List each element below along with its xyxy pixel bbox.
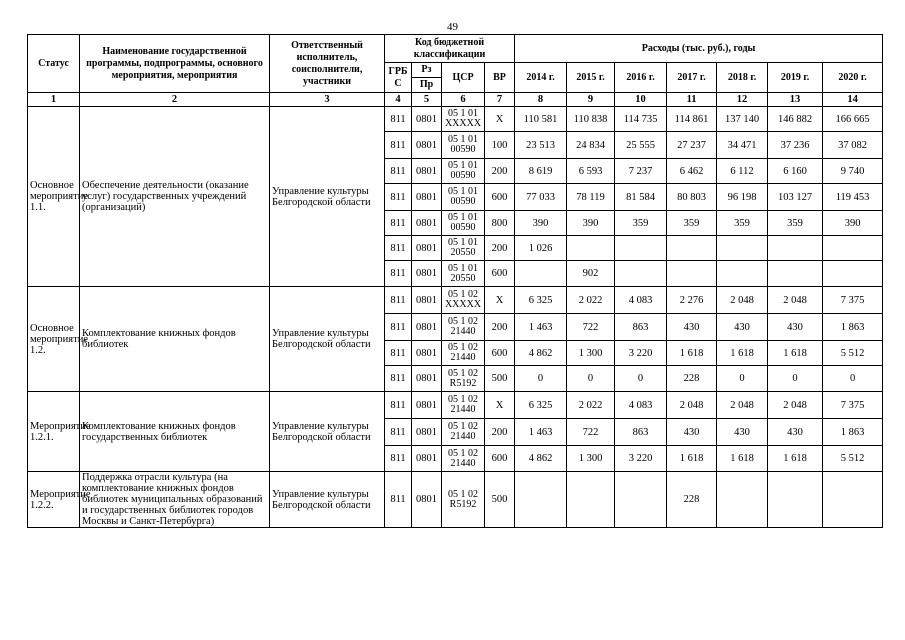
cell-value: 1 618 — [768, 341, 823, 366]
cell-value: 27 237 — [667, 132, 717, 159]
table-row — [28, 287, 883, 314]
cell-vr: 500 — [485, 472, 515, 528]
cell-value: 722 — [567, 314, 615, 341]
header-rz: Рз — [412, 63, 442, 78]
cell-csr — [442, 261, 485, 287]
cell-value — [768, 472, 823, 528]
table-body — [28, 107, 883, 528]
cell-value: 1 300 — [567, 341, 615, 366]
cell-value: 4 862 — [515, 446, 567, 472]
cell-value: 863 — [615, 314, 667, 341]
row-status: Мероприятие 1.2.1. — [28, 392, 80, 472]
cell-value: 863 — [615, 419, 667, 446]
cell-value: 430 — [768, 314, 823, 341]
cell-value: 34 471 — [717, 132, 768, 159]
cell-value: 110 838 — [567, 107, 615, 132]
cell-vr: 600 — [485, 446, 515, 472]
cell-vr: 200 — [485, 419, 515, 446]
cell-value: 119 453 — [823, 184, 883, 211]
cell-value: 430 — [768, 419, 823, 446]
cell-value — [717, 236, 768, 261]
cell-csr — [442, 132, 485, 159]
cell-rzpr: 0801 — [412, 261, 442, 287]
cell-value: 228 — [667, 366, 717, 392]
col-number: 2 — [80, 93, 270, 107]
cell-value: 359 — [717, 211, 768, 236]
row-executor: Управление культуры Белгородской области — [270, 392, 385, 472]
row-name: Комплектование книжных фондов библиотек — [80, 287, 270, 392]
cell-value: 0 — [717, 366, 768, 392]
cell-rzpr: 0801 — [412, 392, 442, 419]
cell-grbs: 811 — [385, 366, 412, 392]
col-number: 6 — [442, 93, 485, 107]
cell-csr-line1: 05 1 02 — [448, 488, 478, 500]
cell-value: 390 — [823, 211, 883, 236]
cell-value: 77 033 — [515, 184, 567, 211]
cell-value: 114 735 — [615, 107, 667, 132]
cell-value: 1 463 — [515, 314, 567, 341]
col-number: 1 — [28, 93, 80, 107]
cell-value: 2 276 — [667, 287, 717, 314]
cell-value — [823, 472, 883, 528]
cell-value: 5 512 — [823, 446, 883, 472]
cell-csr-line2: XXXXX — [444, 299, 482, 310]
header-status: Статус — [28, 35, 80, 93]
cell-rzpr: 0801 — [412, 419, 442, 446]
cell-value: 2 048 — [717, 392, 768, 419]
cell-value: 1 026 — [515, 236, 567, 261]
cell-rzpr: 0801 — [412, 184, 442, 211]
header-vr: ВР — [485, 63, 515, 93]
cell-csr — [442, 184, 485, 211]
header-year-2017: 2017 г. — [667, 63, 717, 93]
header-budget-code: Код бюджетной классификации — [385, 35, 515, 63]
cell-value: 80 803 — [667, 184, 717, 211]
cell-csr-line1: 05 1 02 — [448, 316, 478, 327]
header-executor: Ответственный исполнитель, соисполнители, участники — [270, 35, 385, 93]
header-name: Наименование государственной программы, подпрограммы, основного мероприятия, мероприятия — [80, 35, 270, 93]
cell-csr-line2: 21440 — [450, 431, 476, 442]
row-status: Мероприятие 1.2.2. — [28, 472, 80, 528]
row-name: Поддержка отрасли культура (на комплектование книжных фондов библиотек муниципальных образований и государственных библиотек городов Москвы и Санкт-Петербурга) — [80, 472, 270, 528]
col-number: 9 — [567, 93, 615, 107]
cell-csr-line1: 05 1 02 — [448, 289, 478, 300]
header-pr: Пр — [412, 78, 442, 93]
cell-value: 2 048 — [768, 392, 823, 419]
cell-csr-line2: 20550 — [450, 272, 476, 284]
cell-csr-line2: 21440 — [450, 457, 476, 469]
header-year-2019: 2019 г. — [768, 63, 823, 93]
cell-value: 114 861 — [667, 107, 717, 132]
cell-value: 96 198 — [717, 184, 768, 211]
row-executor: Управление культуры Белгородской области — [270, 107, 385, 287]
cell-vr: 600 — [485, 261, 515, 287]
col-number: 8 — [515, 93, 567, 107]
cell-rzpr: 0801 — [412, 341, 442, 366]
cell-value: 6 325 — [515, 287, 567, 314]
cell-value — [667, 236, 717, 261]
cell-rzpr: 0801 — [412, 366, 442, 392]
cell-value: 7 237 — [615, 159, 667, 184]
cell-value: 146 882 — [768, 107, 823, 132]
cell-grbs: 811 — [385, 184, 412, 211]
cell-value: 4 083 — [615, 392, 667, 419]
header-csr: ЦСР — [442, 63, 485, 93]
cell-value: 103 127 — [768, 184, 823, 211]
cell-csr-line1: 05 1 02 — [448, 421, 478, 432]
cell-rzpr: 0801 — [412, 446, 442, 472]
cell-csr-line1: 05 1 01 — [448, 212, 478, 223]
cell-csr-line2: XXXXX — [444, 118, 482, 129]
cell-value: 78 119 — [567, 184, 615, 211]
cell-value: 2 048 — [667, 392, 717, 419]
cell-csr — [442, 472, 485, 528]
cell-csr-line2: R5192 — [449, 377, 477, 389]
cell-grbs: 811 — [385, 159, 412, 184]
cell-rzpr: 0801 — [412, 236, 442, 261]
cell-value: 137 140 — [717, 107, 768, 132]
cell-grbs: 811 — [385, 107, 412, 132]
cell-value — [717, 261, 768, 287]
cell-value: 0 — [823, 366, 883, 392]
cell-value — [615, 261, 667, 287]
cell-value — [717, 472, 768, 528]
cell-value: 3 220 — [615, 341, 667, 366]
cell-value: 25 555 — [615, 132, 667, 159]
cell-grbs: 811 — [385, 392, 412, 419]
cell-value: 6 160 — [768, 159, 823, 184]
cell-csr-line1: 05 1 01 — [448, 108, 478, 119]
cell-csr — [442, 366, 485, 392]
cell-value: 9 740 — [823, 159, 883, 184]
budget-table — [27, 34, 883, 528]
cell-value: 4 083 — [615, 287, 667, 314]
cell-value — [823, 261, 883, 287]
cell-value: 430 — [667, 314, 717, 341]
header-year-2014: 2014 г. — [515, 63, 567, 93]
cell-value — [567, 472, 615, 528]
cell-csr-line2: 20550 — [450, 247, 476, 258]
cell-vr: 200 — [485, 159, 515, 184]
cell-value: 0 — [615, 366, 667, 392]
row-status: Основное мероприятие 1.2. — [28, 287, 80, 392]
cell-csr — [442, 159, 485, 184]
cell-value: 37 236 — [768, 132, 823, 159]
cell-csr — [442, 446, 485, 472]
cell-value: 166 665 — [823, 107, 883, 132]
header-expenses: Расходы (тыс. руб.), годы — [515, 35, 883, 63]
cell-csr — [442, 107, 485, 132]
cell-rzpr: 0801 — [412, 132, 442, 159]
table-row — [28, 392, 883, 419]
col-number: 10 — [615, 93, 667, 107]
cell-value: 1 618 — [717, 341, 768, 366]
cell-value: 228 — [667, 472, 717, 528]
cell-value: 1 463 — [515, 419, 567, 446]
header-year-2015: 2015 г. — [567, 63, 615, 93]
cell-csr — [442, 287, 485, 314]
cell-value: 6 593 — [567, 159, 615, 184]
cell-value: 1 618 — [667, 446, 717, 472]
cell-grbs: 811 — [385, 261, 412, 287]
cell-vr: 500 — [485, 366, 515, 392]
cell-grbs: 811 — [385, 472, 412, 528]
cell-value: 390 — [567, 211, 615, 236]
col-number: 13 — [768, 93, 823, 107]
cell-value — [615, 472, 667, 528]
cell-csr-line2: 21440 — [450, 326, 476, 337]
cell-vr: 600 — [485, 341, 515, 366]
cell-vr: X — [485, 392, 515, 419]
cell-value: 2 048 — [768, 287, 823, 314]
cell-vr: X — [485, 287, 515, 314]
header-year-2018: 2018 г. — [717, 63, 768, 93]
cell-value — [515, 472, 567, 528]
cell-value: 0 — [768, 366, 823, 392]
cell-value: 902 — [567, 261, 615, 287]
cell-rzpr: 0801 — [412, 107, 442, 132]
cell-value: 359 — [667, 211, 717, 236]
header-year-2020: 2020 г. — [823, 63, 883, 93]
cell-csr-line1: 05 1 01 — [448, 237, 478, 248]
cell-grbs: 811 — [385, 341, 412, 366]
cell-value: 4 862 — [515, 341, 567, 366]
cell-value: 24 834 — [567, 132, 615, 159]
cell-value: 5 512 — [823, 341, 883, 366]
cell-grbs: 811 — [385, 236, 412, 261]
cell-rzpr: 0801 — [412, 287, 442, 314]
cell-value: 3 220 — [615, 446, 667, 472]
cell-value: 7 375 — [823, 287, 883, 314]
row-status: Основное мероприятие 1.1. — [28, 107, 80, 287]
cell-value: 430 — [717, 314, 768, 341]
cell-value: 359 — [768, 211, 823, 236]
cell-value: 1 618 — [667, 341, 717, 366]
cell-vr: 800 — [485, 211, 515, 236]
cell-csr-line2: 00590 — [450, 170, 476, 181]
cell-value: 0 — [515, 366, 567, 392]
cell-csr — [442, 236, 485, 261]
cell-value: 37 082 — [823, 132, 883, 159]
cell-grbs: 811 — [385, 132, 412, 159]
cell-csr-line1: 05 1 02 — [448, 367, 478, 379]
table-row — [28, 472, 883, 528]
cell-rzpr: 0801 — [412, 314, 442, 341]
cell-csr-line1: 05 1 02 — [448, 447, 478, 459]
cell-rzpr: 0801 — [412, 211, 442, 236]
cell-value: 0 — [567, 366, 615, 392]
cell-value: 359 — [615, 211, 667, 236]
cell-value — [823, 236, 883, 261]
header-grbs: ГРБ С — [385, 63, 412, 93]
page-number: 49 — [447, 21, 458, 33]
cell-value — [515, 261, 567, 287]
cell-value: 430 — [667, 419, 717, 446]
col-number: 14 — [823, 93, 883, 107]
cell-value: 1 618 — [717, 446, 768, 472]
cell-csr — [442, 392, 485, 419]
cell-csr-line1: 05 1 02 — [448, 394, 478, 405]
header-year-2016: 2016 г. — [615, 63, 667, 93]
cell-value: 1 863 — [823, 314, 883, 341]
cell-value — [615, 236, 667, 261]
cell-value: 2 048 — [717, 287, 768, 314]
cell-value: 6 325 — [515, 392, 567, 419]
cell-vr: 600 — [485, 184, 515, 211]
cell-csr — [442, 419, 485, 446]
cell-csr-line2: 21440 — [450, 404, 476, 415]
cell-grbs: 811 — [385, 314, 412, 341]
cell-value: 1 618 — [768, 446, 823, 472]
cell-csr-line2: 00590 — [450, 144, 476, 155]
cell-rzpr: 0801 — [412, 159, 442, 184]
cell-vr: X — [485, 107, 515, 132]
cell-value — [567, 236, 615, 261]
cell-value: 110 581 — [515, 107, 567, 132]
cell-rzpr: 0801 — [412, 472, 442, 528]
cell-csr-line2: 21440 — [450, 352, 476, 363]
cell-value: 1 863 — [823, 419, 883, 446]
cell-vr: 100 — [485, 132, 515, 159]
cell-value: 23 513 — [515, 132, 567, 159]
table-row — [28, 107, 883, 132]
cell-vr: 200 — [485, 236, 515, 261]
col-number: 11 — [667, 93, 717, 107]
cell-csr-line2: 00590 — [450, 222, 476, 233]
cell-grbs: 811 — [385, 419, 412, 446]
cell-csr-line1: 05 1 01 — [448, 186, 478, 197]
cell-grbs: 811 — [385, 287, 412, 314]
cell-value: 7 375 — [823, 392, 883, 419]
col-number: 7 — [485, 93, 515, 107]
cell-csr-line1: 05 1 01 — [448, 160, 478, 171]
cell-value: 722 — [567, 419, 615, 446]
cell-grbs: 811 — [385, 446, 412, 472]
cell-csr — [442, 341, 485, 366]
cell-value — [667, 261, 717, 287]
cell-csr-line1: 05 1 01 — [448, 262, 478, 274]
cell-csr-line2: 00590 — [450, 196, 476, 207]
cell-vr: 200 — [485, 314, 515, 341]
cell-value: 6 112 — [717, 159, 768, 184]
cell-value — [768, 236, 823, 261]
cell-value: 2 022 — [567, 392, 615, 419]
row-name: Комплектование книжных фондов государственных библиотек — [80, 392, 270, 472]
cell-csr — [442, 211, 485, 236]
cell-grbs: 811 — [385, 211, 412, 236]
row-name: Обеспечение деятельности (оказание услуг) государственных учреждений (организаций) — [80, 107, 270, 287]
cell-value: 430 — [717, 419, 768, 446]
cell-value: 1 300 — [567, 446, 615, 472]
cell-value: 390 — [515, 211, 567, 236]
cell-value — [768, 261, 823, 287]
col-number: 4 — [385, 93, 412, 107]
row-executor: Управление культуры Белгородской области — [270, 287, 385, 392]
cell-csr-line1: 05 1 01 — [448, 134, 478, 145]
col-number: 3 — [270, 93, 385, 107]
cell-csr — [442, 314, 485, 341]
cell-value: 8 619 — [515, 159, 567, 184]
cell-value: 2 022 — [567, 287, 615, 314]
cell-value: 81 584 — [615, 184, 667, 211]
cell-csr-line1: 05 1 02 — [448, 342, 478, 353]
cell-csr-line2: R5192 — [449, 498, 477, 510]
col-number: 5 — [412, 93, 442, 107]
col-number: 12 — [717, 93, 768, 107]
cell-value: 6 462 — [667, 159, 717, 184]
row-executor: Управление культуры Белгородской области — [270, 472, 385, 528]
